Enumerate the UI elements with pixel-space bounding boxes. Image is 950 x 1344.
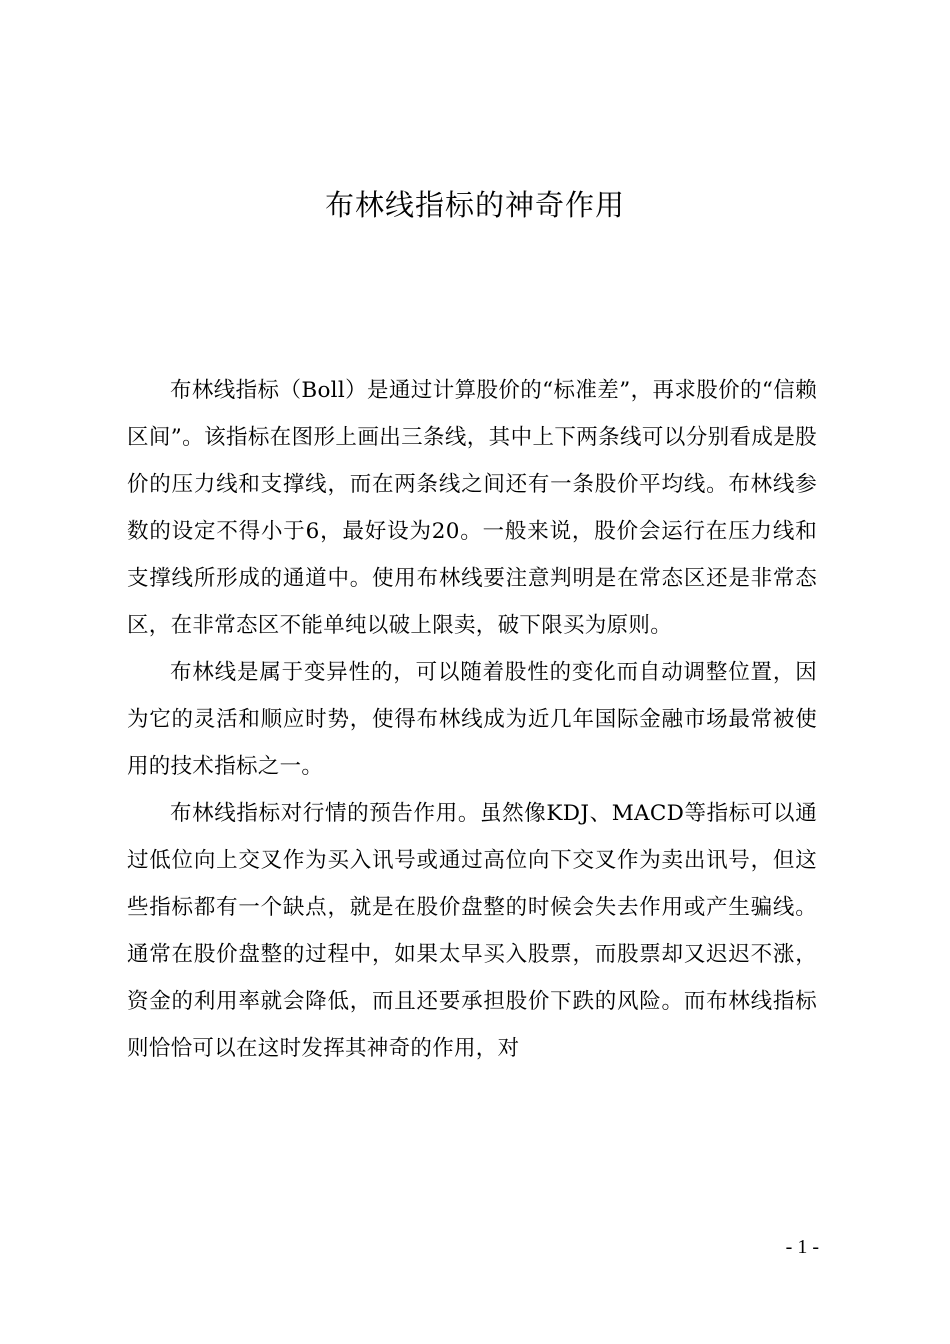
paragraph-3: 布林线指标对行情的预告作用。虽然像KDJ、MACD等指标可以通过低位向上交叉作为买入讯号或通过高位向下交叉作为卖出讯号，但这些指标都有一个缺点，就是在股价盘整的时候会失去作用或产生骗线。通常在股价盘整的过程中，如果太早买入股票，而股票却又迟迟不涨，资金的利用率就会降低，而且还要承担股价下跌的风险。而布林线指标则恰恰可以在这时发挥其神奇的作用，对 <box>127 801 817 1061</box>
document-body <box>127 367 817 1072</box>
page-number: - 1 - <box>785 1236 819 1258</box>
document-title: 布林线指标的神奇作用 <box>324 188 625 222</box>
paragraph-2: 布林线是属于变异性的，可以随着股性的变化而自动调整位置，因为它的灵活和顺应时势，使得布林线成为近几年国际金融市场最常被使用的技术指标之一。 <box>127 660 817 779</box>
paragraph-1: 布林线指标（Boll）是通过计算股价的“标准差”，再求股价的“信赖区间”。该指标在图形上画出三条线，其中上下两条线可以分别看成是股价的压力线和支撑线，而在两条线之间还有一条股价平均线。布林线参数的设定不得小于6，最好设为20。一般来说，股价会运行在压力线和支撑线所形成的通道中。使用布林线要注意判明是在常态区还是非常态区，在非常态区不能单纯以破上限卖，破下限买为原则。 <box>127 378 817 638</box>
